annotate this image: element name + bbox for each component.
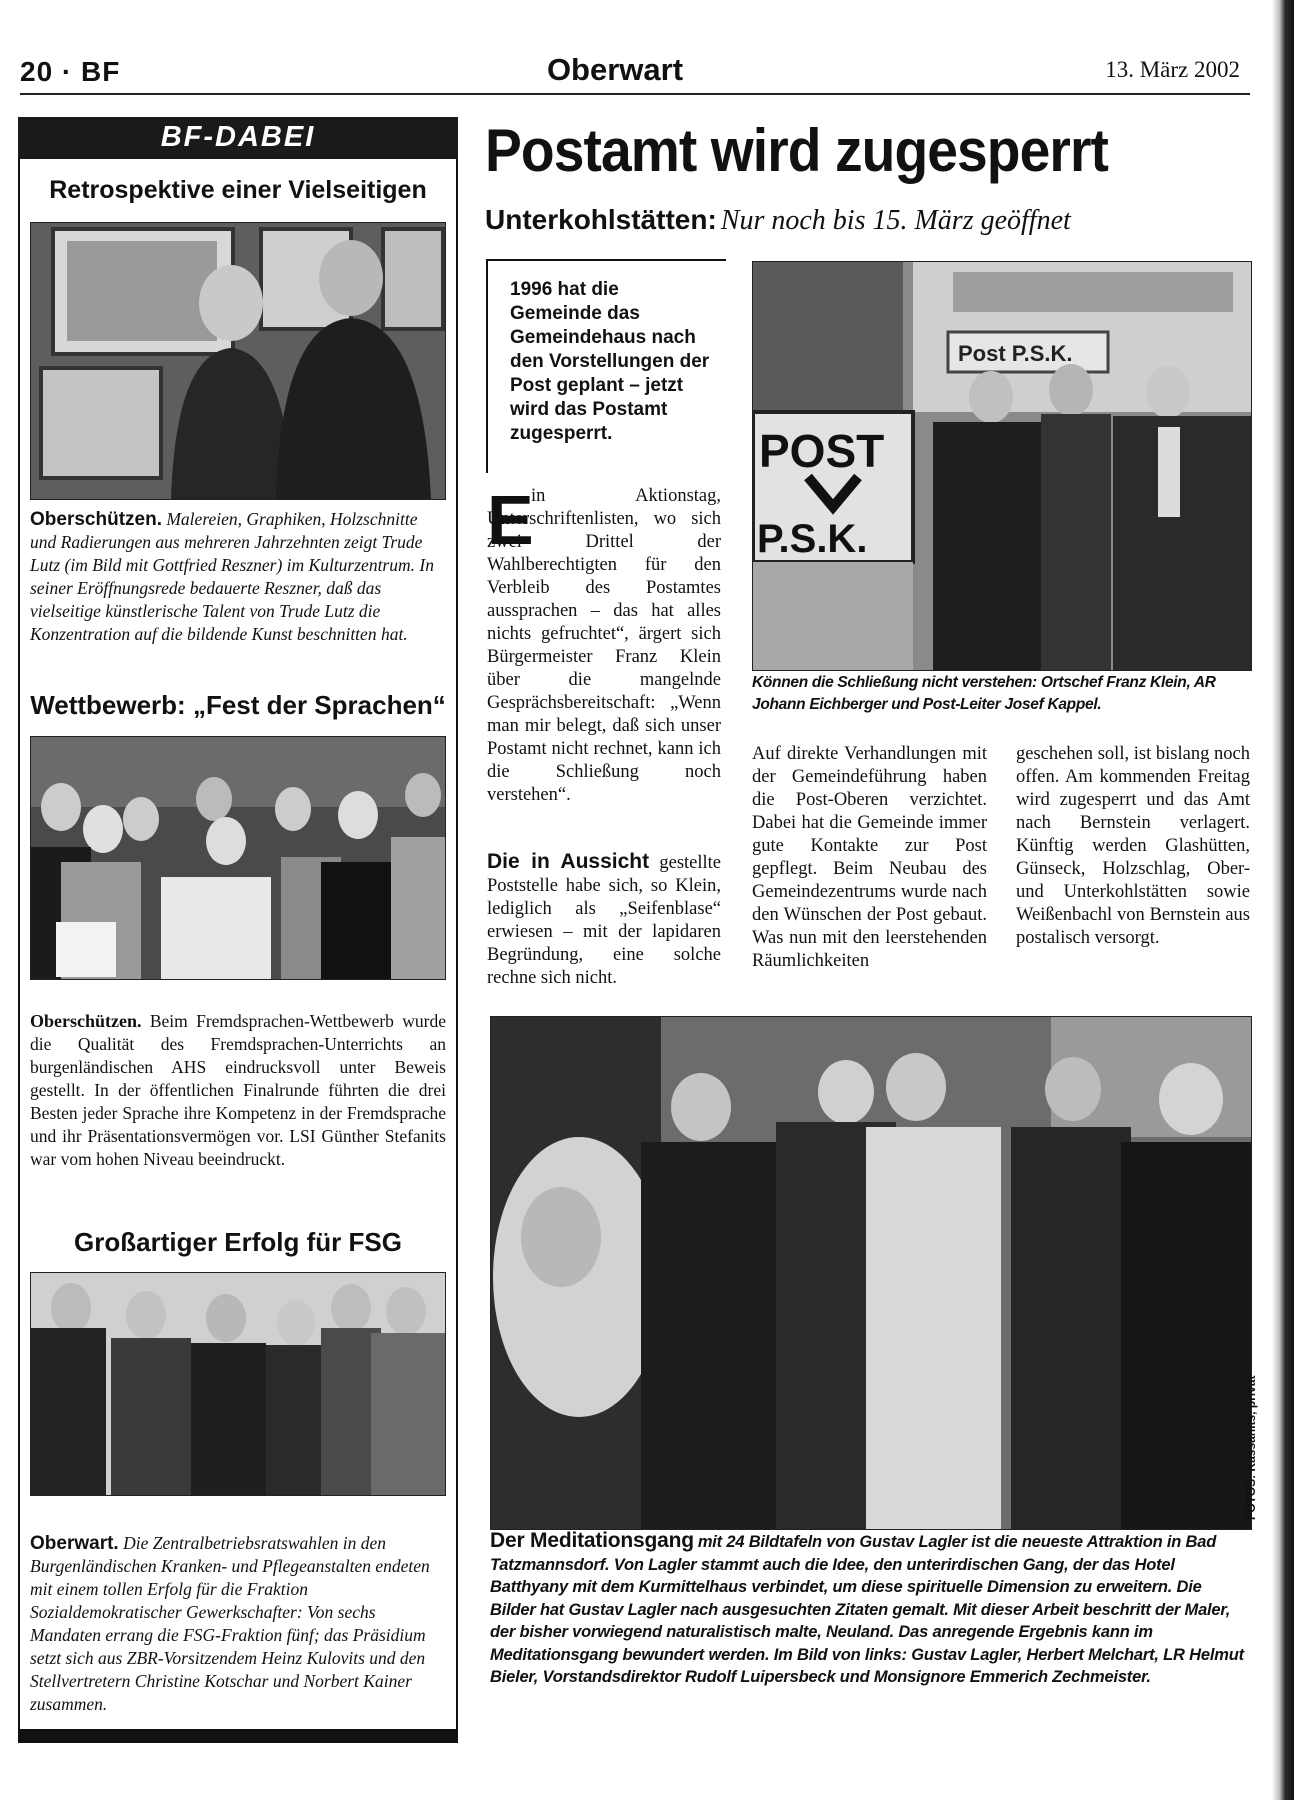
sidebar-bottom-band (18, 1729, 458, 1741)
issue-date: 13. März 2002 (1105, 57, 1240, 82)
intro-rule-top (486, 259, 726, 261)
page-edge-shadow (1272, 0, 1294, 1800)
story1-caption (30, 508, 446, 646)
meditation-caption (490, 1530, 1250, 1689)
sign-post: POST (759, 425, 885, 477)
story2-lead: Oberschützen. (30, 1011, 142, 1031)
story3-photo (30, 1272, 446, 1496)
feature-text: mit 24 Bildtafeln von Gustav Lagler ist die neueste Attraktion in Bad Tatzmannsdorf. Von Lagler stammt auch die Idee, den unterirdischen Gang, der das Hotel Batthyany mit dem Kurmittelhaus verbindet, um diese spirituelle Dimension zu erweitern. Die Bilder hat Gustav Lagler nach ausgesuchten Zitaten gemalt. Mit dieser Arbeit beschritt der Maler, der bisher vorwiegend naturalistisch malte, Neuland. Das anregende Ergebnis kann im Meditationsgang bewundert werden. Im Bild von links: Gustav Lagler, Herbert Melchart, LR Helmut Bieler, Vorstandsdirektor Rudolf Luipersbeck und Monsignore Emmerich Zechmeister. (490, 1533, 1244, 1686)
subhead-note: Nur noch bis 15. März geöffnet (720, 205, 1071, 236)
feature-lead: Der Meditationsgang (490, 1529, 694, 1552)
story1-text: Malereien, Graphiken, Holzschnitte und Radierungen aus mehreren Jahrzehnten zeigt Trude Lutz (im Bild mit Gottfried Reszner) im Kulturzentrum. In seiner Eröffnungsrede bedauerte Reszner, daß das vielseitige künstlerische Talent von Trude Lutz die Konzentration auf die bildende Kunst beschnitten hat. (30, 509, 434, 644)
story1-title: Retrospektive einer Vielseitigen (49, 176, 427, 204)
story1-lead: Oberschützen. (30, 509, 162, 530)
story3-title: Großartiger Erfolg für FSG (74, 1227, 402, 1257)
story1-photo (30, 222, 446, 500)
header-rule (20, 93, 1250, 95)
para2-text: gestellte Poststelle habe sich, so Klein, lediglich als „Seifenblase“ erwiesen – mit der lapidaren Begründung, eine solche rechne sich nicht. (487, 853, 722, 988)
photo-credit: FOTOS: Kassanits, privat (1244, 1375, 1258, 1520)
post-office-caption: Können die Schließung nicht verstehen: Ortschef Franz Klein, AR Johann Eichberger und Post-Leiter Josef Kappel. (752, 674, 1216, 713)
story2-title: Wettbewerb: „Fest der Sprachen“ (30, 690, 446, 720)
dropcap: E (487, 481, 534, 559)
story-column-2: Auf direkte Verhandlungen mit der Gemeindeführung haben die Post-Oberen verzichtet. Dabei hat die Gemeinde immer gute Kontakte zur Post gepflegt. Beim Neubau des Gemeindezentrums wurde nach den Wünschen der Post gebaut. Was nun mit den leerstehenden Räumlichkeiten (752, 744, 987, 971)
facade-sign: Post P.S.K. (958, 341, 1073, 366)
para2-lead: Die in Aussicht (487, 850, 650, 873)
story-paragraph-1 (487, 481, 721, 807)
story3-text: Die Zentralbetriebsratswahlen in den Burgenländischen Kranken- und Pflegeanstalten endeten mit einem tollen Erfolg für die Fraktion Sozialdemokratischer Gewerkschafter: Von sechs Mandaten errang die FSG-Fraktion fünf; das Präsidium setzt sich aus ZBR-Vorsitzendem Heinz Kulovits und den Stellvertretern Christine Kotschar und Norbert Kainer zusammen. (30, 1533, 430, 1714)
intro-text: 1996 hat die Gemeinde das Gemeindehaus nach den Vorstellungen der Post geplant – jetzt wird das Postamt zugesperrt. (510, 279, 710, 444)
story3-caption (30, 1532, 446, 1716)
story-paragraph-2 (487, 850, 721, 990)
para1-text: in Aktionstag, Unterschriftenlisten, wo sich zwei Drittel der Wahlberechtigten für den Verbleib des Postamtes aussprachen – das hat alles nichts gefruchtet“, ärgert sich Bürgermeister Franz Klein über die mangelnde Gesprächsbereitschaft: „Wenn man mir belegt, daß sich unser Postamt nicht rechnet, kann ich die Schließung noch verstehen“. (487, 486, 721, 805)
story2-photo (30, 736, 446, 980)
town-label: Oberwart (546, 52, 684, 87)
sidebar-label: BF-DABEI (160, 121, 316, 153)
main-headline: Postamt wird zugesperrt (485, 117, 1108, 184)
story-column-3: geschehen soll, ist bislang noch offen. Am kommenden Freitag wird zugesperrt und das Amt nach Bernstein verlagert. Künftig werden Glashütten, Günseck, Holzschlag, Ober- und Unterkohlstätten sowie Weißenbachl von Bernstein aus postalisch versorgt. (1016, 744, 1250, 948)
intro-rule-left (486, 259, 488, 473)
post-office-photo (752, 261, 1252, 671)
story2-caption (30, 1010, 446, 1171)
main-subhead (485, 204, 1265, 237)
story3-lead: Oberwart. (30, 1533, 119, 1554)
sign-psk: P.S.K. (757, 517, 868, 561)
page-section-label: 20 · BF (20, 56, 121, 87)
subhead-place: Unterkohlstätten: (485, 204, 717, 235)
meditation-photo (490, 1016, 1252, 1530)
story2-text: Beim Fremdsprachen-Wettbewerb wurde die Qualität des Fremdsprachen-Unterrichts an burgenländischen AHS eindrucksvoll unter Beweis gestellt. In der öffentlichen Finalrunde führten die drei Besten jeder Sprache ihre Kompetenz in der Fremdsprache und ihr Präsentationsvermögen vor. LSI Günther Stefanits war vom hohen Niveau beeindruckt. (30, 1011, 446, 1169)
